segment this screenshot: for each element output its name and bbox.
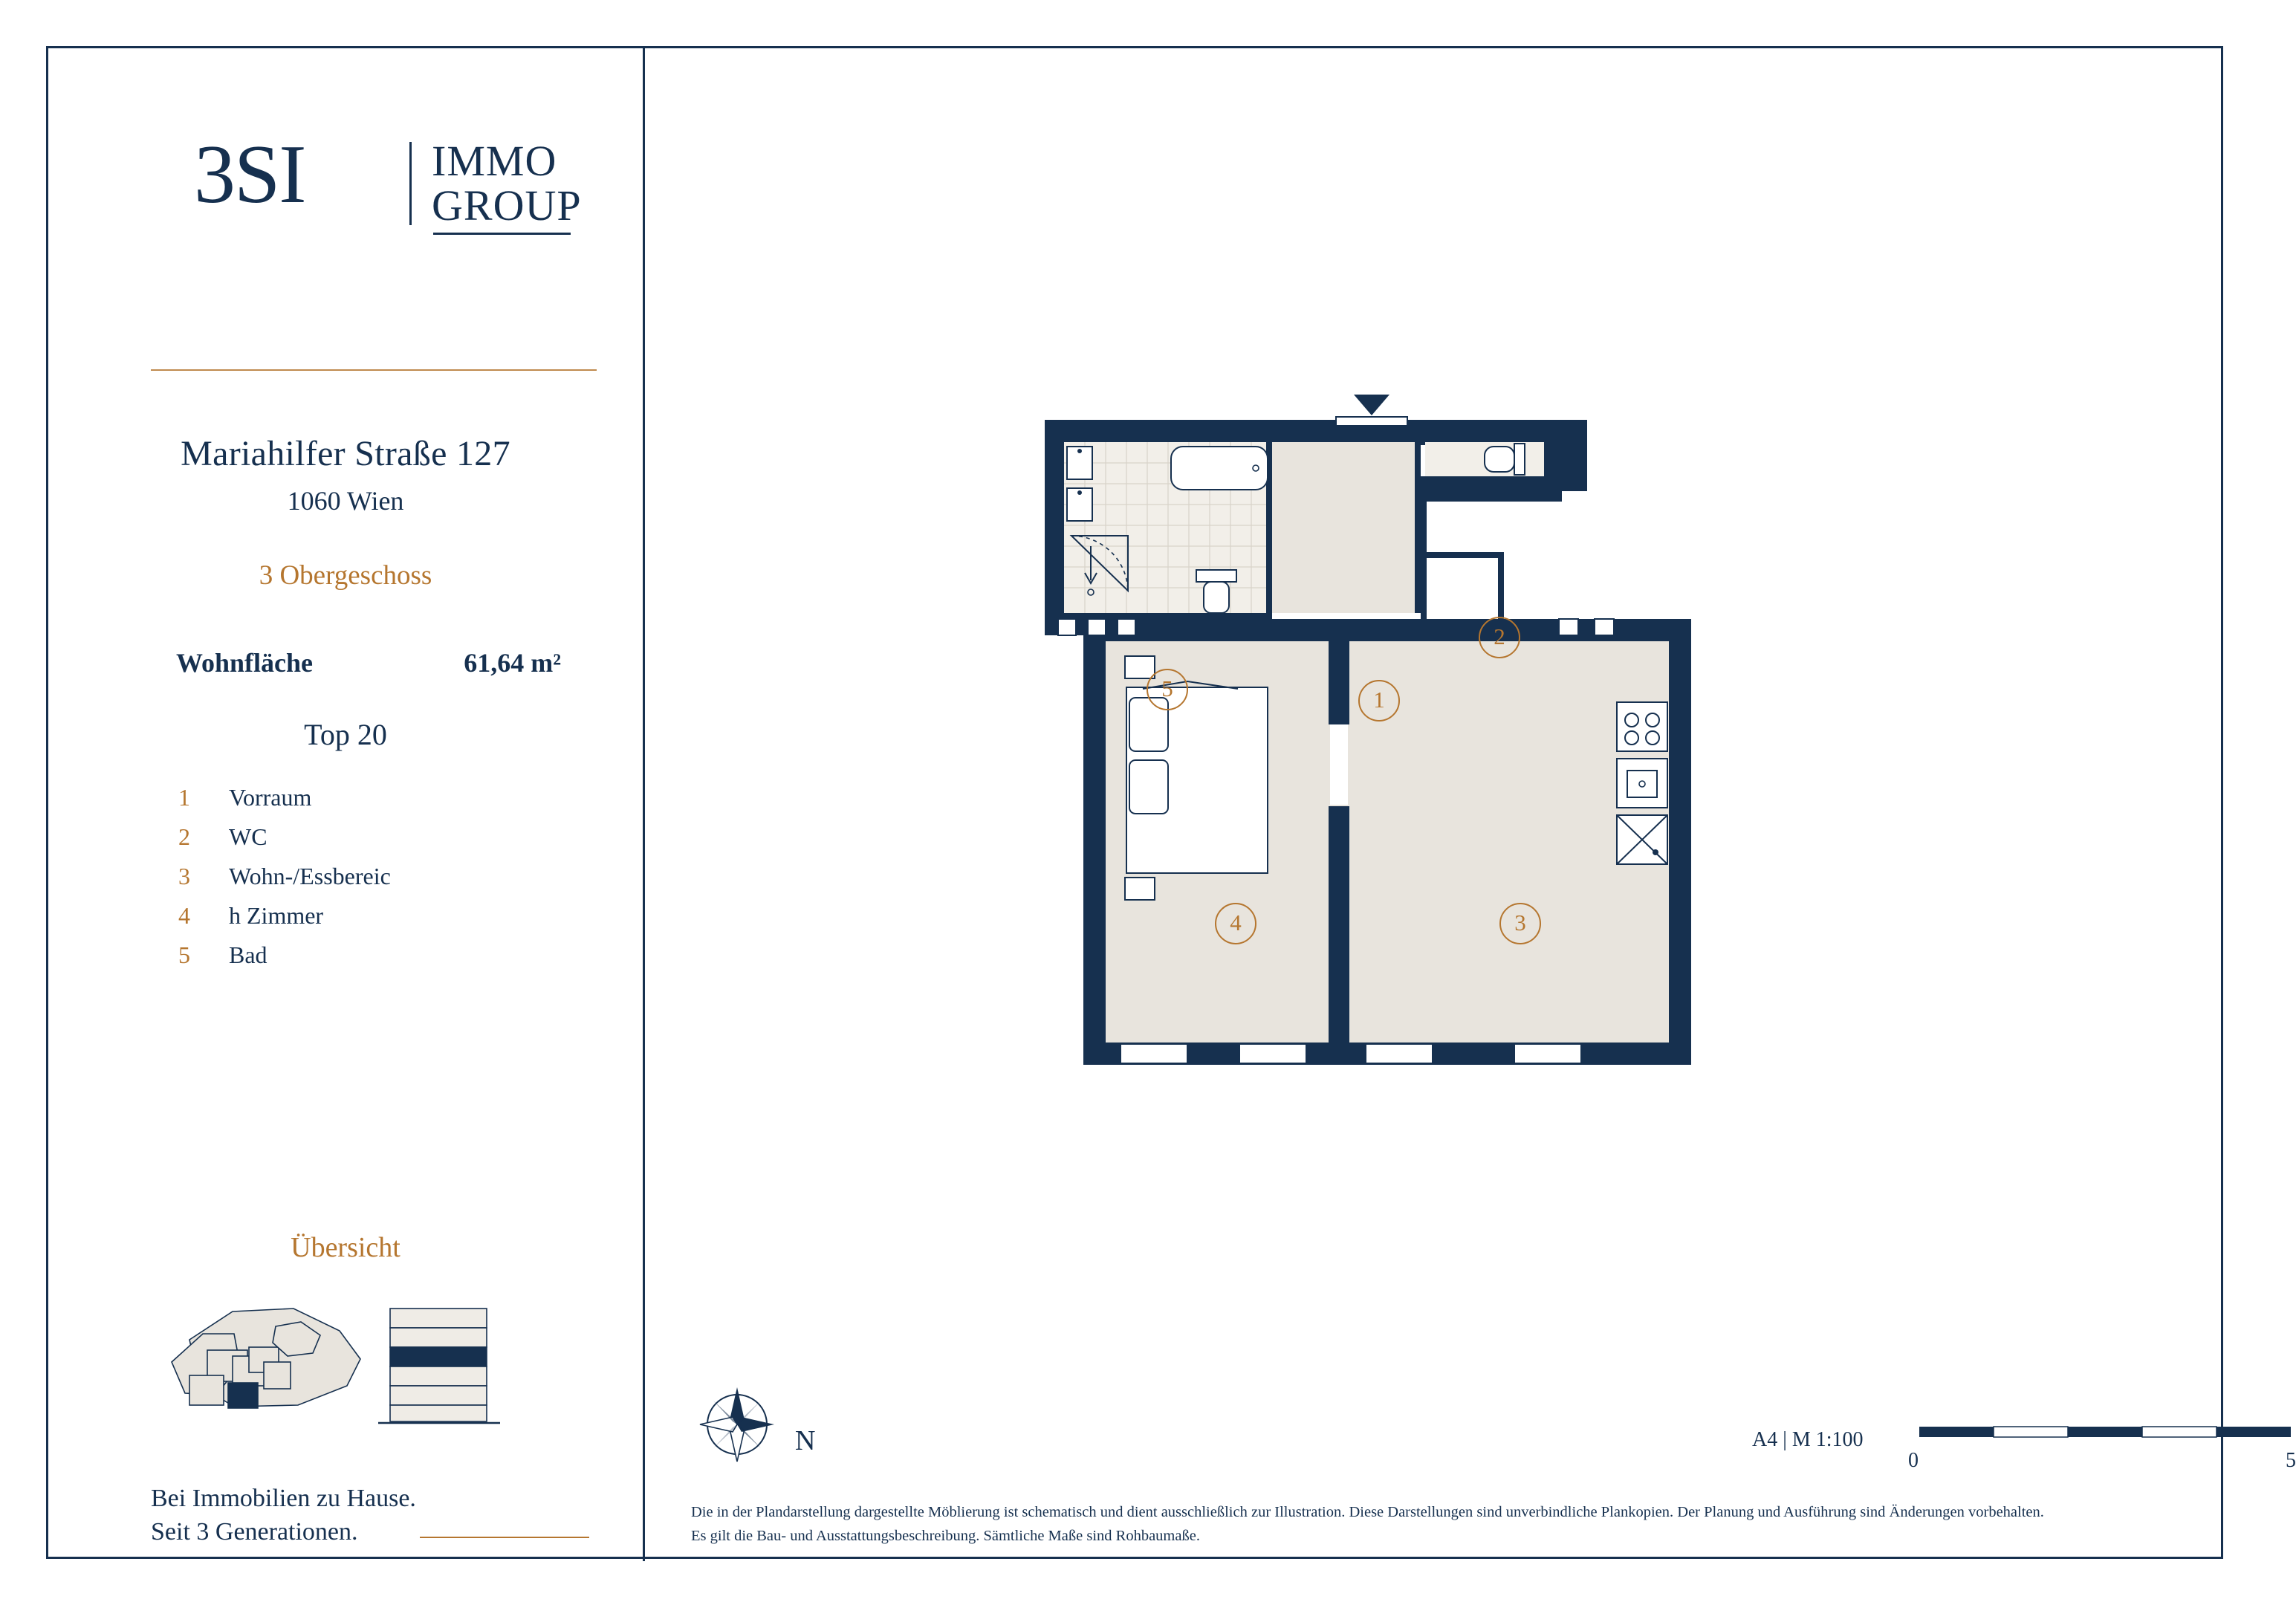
compass-north-label: N bbox=[795, 1425, 816, 1456]
scale-min-label: 0 bbox=[1908, 1449, 1919, 1472]
entry-door-icon bbox=[1336, 395, 1407, 426]
room-number: 1 bbox=[178, 784, 190, 811]
floorplan-svg bbox=[1039, 405, 1856, 1111]
logo-divider bbox=[409, 142, 412, 225]
living-area-label: Wohnfläche bbox=[176, 648, 314, 678]
plan-area bbox=[645, 48, 2296, 1561]
room-marker-1: 1 bbox=[1358, 680, 1400, 722]
overview-diagrams bbox=[145, 1282, 546, 1445]
room-marker-2: 2 bbox=[1479, 617, 1520, 658]
room-number: 2 bbox=[178, 823, 190, 850]
toilet-icon bbox=[1485, 444, 1525, 475]
tagline-line-2: Seit 3 Generationen. bbox=[151, 1517, 358, 1546]
room-label: Bad bbox=[229, 941, 267, 968]
room-marker-3: 3 bbox=[1499, 903, 1541, 944]
list-item bbox=[178, 863, 594, 902]
company-tagline bbox=[151, 1482, 416, 1549]
room-label: Vorraum bbox=[229, 784, 312, 811]
room-label: h Zimmer bbox=[229, 902, 324, 929]
scale-bar-icon bbox=[1919, 1427, 2291, 1437]
room-number: 3 bbox=[178, 863, 190, 889]
logo-underline bbox=[433, 233, 571, 235]
logo-group-text: GROUP bbox=[432, 181, 582, 230]
list-item bbox=[178, 902, 594, 941]
scale-max-label: 5 bbox=[2286, 1449, 2296, 1472]
property-floor: 3 Obergeschoss bbox=[259, 560, 432, 591]
room-marker-4: 4 bbox=[1215, 903, 1256, 944]
floorplan-drawing bbox=[1039, 405, 1856, 1111]
unit-title: Top 20 bbox=[304, 718, 387, 751]
list-item bbox=[178, 823, 594, 863]
tagline-rule bbox=[420, 1537, 589, 1538]
room-number: 5 bbox=[178, 941, 190, 968]
living-area-value: 61,64 m² bbox=[464, 648, 561, 678]
disclaimer-line-1: Die in der Plandarstellung dargestellte Möblierung ist schematisch und dient ausschließlich zur Illustration. Diese Darstellungen sind unverbindliche Plankopien. Der Planung und Ausführung sind Änderungen vorbehalten. bbox=[691, 1504, 2044, 1520]
room-label: Wohn-/Essbereic bbox=[229, 863, 391, 889]
room-legend bbox=[178, 784, 594, 981]
disclaimer-text bbox=[691, 1501, 2185, 1549]
scale-format-label: A4 | M 1:100 bbox=[1752, 1428, 1864, 1451]
logo-wordmark: 3SI bbox=[194, 129, 305, 221]
compass-icon bbox=[691, 1378, 795, 1475]
logo-immo-text: IMMO bbox=[432, 137, 557, 185]
compass-rose bbox=[691, 1378, 832, 1475]
floorplan-page bbox=[46, 46, 2296, 1559]
sidebar bbox=[48, 48, 643, 1561]
overview-title: Übersicht bbox=[291, 1232, 400, 1263]
property-address: Mariahilfer Straße 127 bbox=[181, 434, 510, 473]
scale-bar bbox=[1919, 1427, 2291, 1437]
room-marker-5: 5 bbox=[1147, 669, 1188, 710]
bathtub-icon bbox=[1171, 447, 1268, 490]
room-number: 4 bbox=[178, 902, 190, 929]
site-plan-icon bbox=[145, 1282, 546, 1445]
sidebar-rule bbox=[151, 369, 597, 371]
room-label: WC bbox=[229, 823, 267, 850]
list-item bbox=[178, 784, 594, 823]
kitchen-icon bbox=[1617, 702, 1667, 864]
company-logo bbox=[194, 129, 582, 256]
disclaimer-line-2: Es gilt die Bau- und Ausstattungsbeschreibung. Sämtliche Maße sind Rohbaumaße. bbox=[691, 1527, 1200, 1544]
property-city: 1060 Wien bbox=[287, 486, 404, 516]
tagline-line-1: Bei Immobilien zu Hause. bbox=[151, 1485, 416, 1512]
list-item bbox=[178, 941, 594, 981]
